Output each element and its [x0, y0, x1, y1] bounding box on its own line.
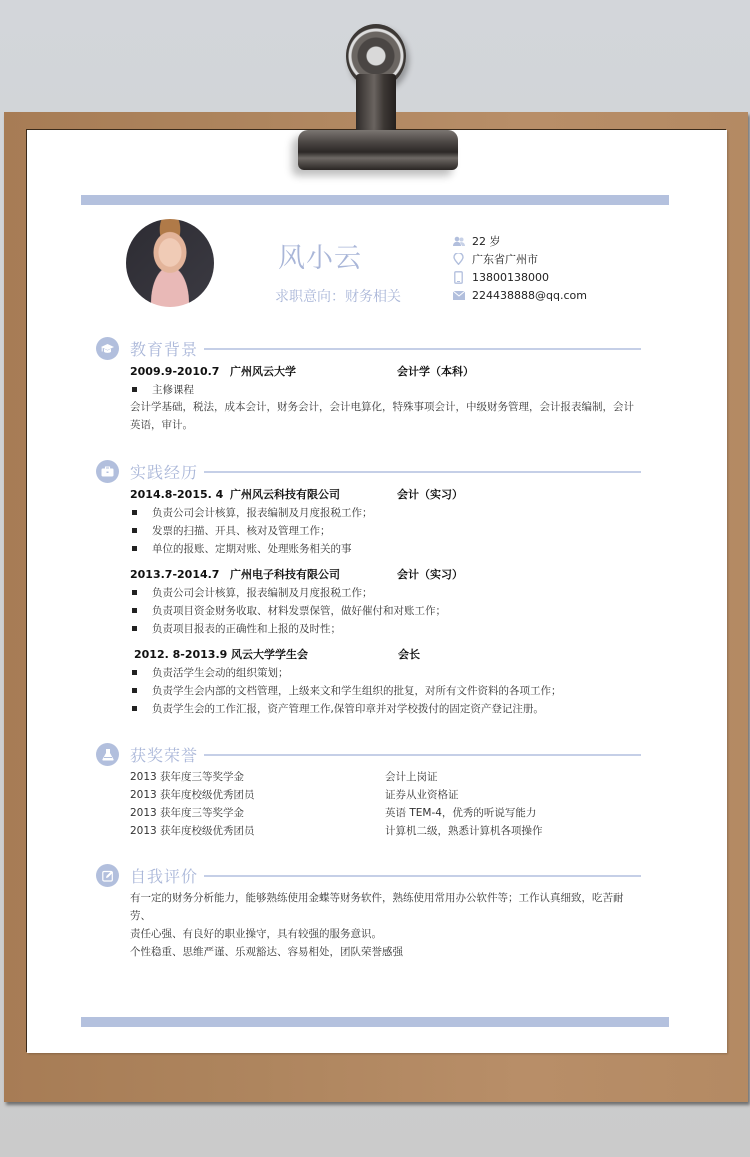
certificate-item: 英语 TEM-4，优秀的听说写能力: [385, 807, 537, 819]
mail-icon: [452, 289, 465, 302]
certificate-item: 证券从业资格证: [385, 789, 459, 801]
award-item: 2013 获年度校级优秀团员: [130, 789, 255, 801]
binder-clip-icon: [284, 24, 464, 174]
experience-entry: 2013.7-2014.7 广州电子科技有限公司 会计（实习）: [130, 567, 463, 581]
awards-grid: [130, 768, 640, 840]
education-entry: 2009.9-2010.7 广州风云大学 会计学（本科）: [130, 364, 474, 378]
section-title: 自我评价: [130, 867, 199, 886]
experience-section: [96, 459, 641, 717]
award-item: 2013 获年度三等奖学金: [130, 807, 245, 819]
flask-icon: [96, 743, 119, 766]
contact-phone: 13800138000: [452, 268, 587, 286]
list-item: 单位的报账、定期对账、处理账务相关的事: [130, 539, 640, 557]
awards-section: [96, 742, 641, 840]
list-item: 负责活学生会动的组织策划；: [130, 663, 640, 681]
list-item: 负责项目报表的正确性和上报的及时性；: [130, 619, 640, 637]
list-item: 负责学生会内部的文档管理，上级来文和学生组织的批复，对所有文件资料的各项工作；: [130, 681, 640, 699]
contact-info: [452, 232, 587, 304]
contact-email: 224438888@qq.com: [452, 286, 587, 304]
bottom-accent-bar: [81, 1017, 669, 1027]
section-divider: [204, 471, 641, 473]
edit-icon: [96, 864, 119, 887]
contact-age: 22 岁: [452, 232, 587, 250]
experience-entry: 2012. 8-2013.9 风云大学学生会 会长: [134, 647, 420, 661]
graduation-cap-icon: [96, 337, 119, 360]
list-item: 负责学生会的工作汇报，资产管理工作,保管印章并对学校拨付的固定资产登记注册。: [130, 699, 640, 717]
experience-entry: 2014.8-2015. 4 广州风云科技有限公司 会计（实习）: [130, 487, 463, 501]
certificate-item: 计算机二级，熟悉计算机各项操作: [385, 825, 543, 837]
self-evaluation-section: [96, 863, 641, 961]
list-item: 负责公司会计核算，报表编制及月度报税工作；: [130, 503, 640, 521]
top-accent-bar: [81, 195, 669, 205]
self-eval-line: 有一定的财务分析能力，能够熟练使用金蝶等财务软件，熟练使用常用办公软件等；工作认真细致，吃苦耐劳、: [130, 892, 624, 922]
job-intent: 求职意向：财务相关: [275, 289, 401, 305]
award-item: 2013 获年度校级优秀团员: [130, 825, 255, 837]
candidate-name: 风小云: [278, 243, 362, 274]
section-divider: [204, 348, 641, 350]
section-title: 实践经历: [130, 463, 199, 482]
self-eval-line: 责任心强、有良好的职业操守，具有较强的服务意识。: [130, 928, 382, 940]
phone-icon: [452, 271, 465, 284]
section-divider: [204, 875, 641, 877]
self-eval-line: 个性稳重、思维严谨、乐观豁达、容易相处，团队荣誉感强: [130, 946, 403, 958]
list-item: 发票的扫描、开具、核对及管理工作；: [130, 521, 640, 539]
section-divider: [204, 754, 641, 756]
avatar: [126, 219, 214, 307]
certificate-item: 会计上岗证: [385, 771, 438, 783]
award-item: 2013 获年度三等奖学金: [130, 771, 245, 783]
courses-text: 会计学基础，税法，成本会计，财务会计，会计电算化，特殊事项会计，中级财务管理，会计报表编制，会计英语，审计。: [130, 401, 634, 431]
list-item: 负责公司会计核算，报表编制及月度报税工作；: [130, 583, 640, 601]
list-item: 主修课程: [130, 380, 640, 398]
briefcase-icon: [96, 460, 119, 483]
list-item: 负责项目资金财务收取、材料发票保管，做好催付和对账工作；: [130, 601, 640, 619]
education-section: [96, 336, 641, 434]
section-title: 教育背景: [130, 340, 199, 359]
location-pin-icon: [452, 253, 465, 266]
contact-location: 广东省广州市: [452, 250, 587, 268]
section-title: 获奖荣誉: [130, 746, 199, 765]
user-icon: [452, 235, 465, 248]
